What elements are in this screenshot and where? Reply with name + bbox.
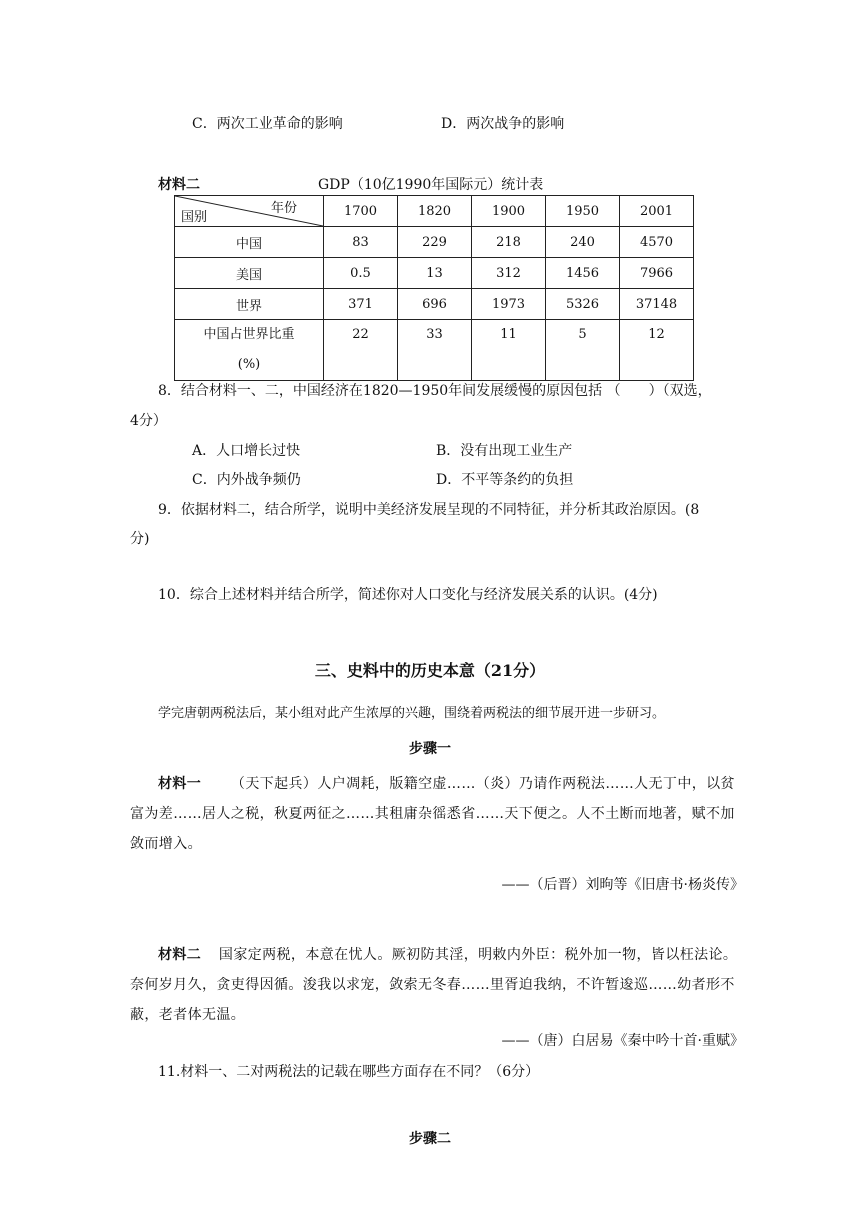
step-heading: 步骤一 — [409, 741, 451, 757]
table-cell: 11 — [472, 320, 546, 381]
table-cell: 229 — [398, 227, 472, 258]
table-cell: 37148 — [620, 289, 694, 320]
option-c: C．内外战争频仍 — [192, 472, 301, 488]
table-cell: 371 — [324, 289, 398, 320]
question-10: 10．综合上述材料并结合所学，简述你对人口变化与经济发展关系的认识。(4分) — [158, 587, 658, 603]
material-1 — [130, 769, 740, 859]
material-source: ——（后晋）刘昫等《旧唐书·杨炎传》 — [501, 877, 744, 893]
option-c: C．两次工业革命的影响 — [192, 116, 343, 132]
year-cell: 1700 — [324, 196, 398, 227]
table-cell: 22 — [324, 320, 398, 381]
header-country: 国别 — [181, 210, 208, 225]
gdp-table — [174, 195, 694, 381]
table-cell: 5326 — [546, 289, 620, 320]
table-header-row — [175, 196, 694, 227]
material-label: 材料二 — [158, 947, 202, 963]
question-9-cont: 分) — [130, 531, 150, 547]
table-cell: 218 — [472, 227, 546, 258]
option-d: D．两次战争的影响 — [441, 116, 565, 132]
option-b: B．没有出现工业生产 — [436, 443, 573, 459]
material-label: 材料二 — [158, 177, 200, 193]
row-label — [175, 320, 324, 381]
table-cell: 1456 — [546, 258, 620, 289]
table-cell: 1973 — [472, 289, 546, 320]
table-cell: 12 — [620, 320, 694, 381]
row-label: 美国 — [175, 258, 324, 289]
row-label: 世界 — [175, 289, 324, 320]
question-9: 9．依据材料二，结合所学，说明中美经济发展呈现的不同特征，并分析其政治原因。(8 — [158, 502, 700, 518]
table-cell: 696 — [398, 289, 472, 320]
material-text: 国家定两税，本意在忧人。厥初防其淫，明敕内外臣：税外加一物，皆以枉法论。奈何岁月久，贪吏得因循。浚我以求宠，敛索无冬春……里胥迫我纳，不许暂逡巡……幼者形不蔽，老者体无温。 — [130, 947, 738, 1023]
row-label-unit: (%) — [237, 357, 261, 372]
section-intro: 学完唐朝两税法后，某小组对此产生浓厚的兴趣，围绕着两税法的细节展开进一步研习。 — [158, 706, 666, 721]
table-cell: 83 — [324, 227, 398, 258]
table-cell: 240 — [546, 227, 620, 258]
table-cell: 7966 — [620, 258, 694, 289]
header-diagonal-cell — [175, 196, 324, 227]
material-text: （天下起兵）人户凋耗，版籍空虚……（炎）乃请作两税法……人无丁中，以贫富为差……居人之税，秋夏两征之……其租庸杂徭悉省……天下便之。人不土断而地著，赋不加敛而增入。 — [130, 776, 735, 852]
material-label: 材料一 — [158, 776, 202, 792]
table-cell: 5 — [546, 320, 620, 381]
table-cell: 13 — [398, 258, 472, 289]
question-11: 11.材料一、二对两税法的记载在哪些方面存在不同？（6分） — [158, 1064, 540, 1080]
step-heading: 步骤二 — [409, 1131, 451, 1147]
table-cell: 312 — [472, 258, 546, 289]
year-cell: 1950 — [546, 196, 620, 227]
year-cell: 1820 — [398, 196, 472, 227]
option-d: D．不平等条约的负担 — [436, 472, 574, 488]
table-title: GDP（10亿1990年国际元）统计表 — [318, 177, 544, 193]
material-source: ——（唐）白居易《秦中吟十首·重赋》 — [501, 1033, 744, 1049]
row-label-name: 中国占世界比重 — [203, 327, 295, 342]
question-8-cont: 4分） — [130, 413, 167, 429]
table-row — [175, 227, 694, 258]
question-8: 8．结合材料一、二，中国经济在1820—1950年间发展缓慢的原因包括 （ ）（双选， — [158, 383, 712, 399]
section-title: 三、史料中的历史本意（21分） — [314, 661, 546, 680]
table-row — [175, 320, 694, 381]
table-cell: 0.5 — [324, 258, 398, 289]
year-cell: 1900 — [472, 196, 546, 227]
material-2 — [130, 940, 740, 1030]
option-a: A．人口增长过快 — [192, 443, 301, 459]
table-row — [175, 258, 694, 289]
table-row — [175, 289, 694, 320]
table-cell: 33 — [398, 320, 472, 381]
year-cell: 2001 — [620, 196, 694, 227]
header-year: 年份 — [270, 201, 297, 216]
row-label: 中国 — [175, 227, 324, 258]
table-cell: 4570 — [620, 227, 694, 258]
